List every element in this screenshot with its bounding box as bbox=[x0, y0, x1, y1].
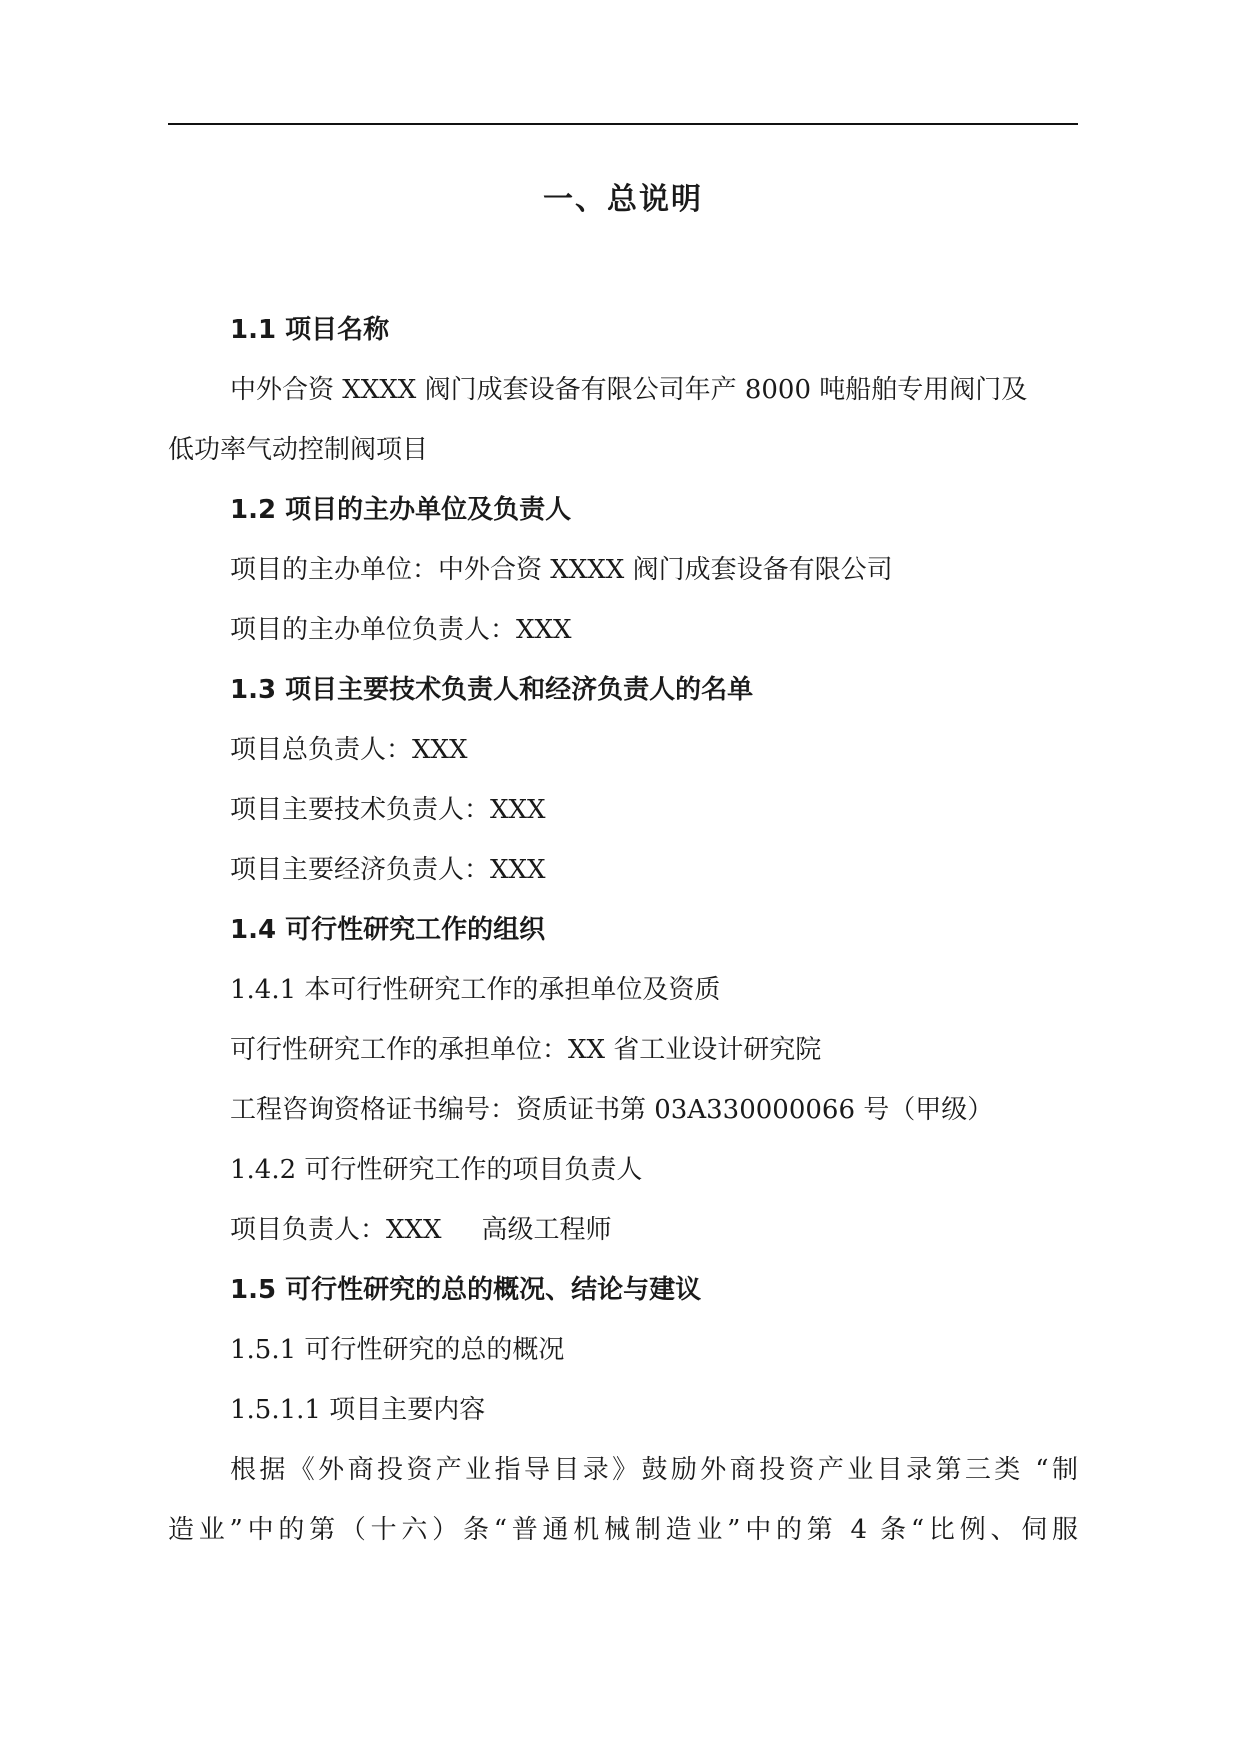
section-heading-1-4: 1.4 可行性研究工作的组织 bbox=[230, 915, 546, 945]
sponsor-unit-line: 项目的主办单位：中外合资 XXXX 阀门成套设备有限公司 bbox=[230, 555, 893, 585]
qualification-line: 工程咨询资格证书编号：资质证书第 03A330000066 号（甲级） bbox=[230, 1095, 994, 1125]
project-name-line-2: 低功率气动控制阀项目 bbox=[168, 435, 429, 465]
technical-leader-line: 项目主要技术负责人：XXX bbox=[230, 795, 546, 825]
sponsor-leader-line: 项目的主办单位负责人：XXX bbox=[230, 615, 572, 645]
subsection-heading-1-5-1: 1.5.1 可行性研究的总的概况 bbox=[230, 1335, 565, 1365]
project-leader-title: 高级工程师 bbox=[481, 1215, 612, 1245]
undertaking-unit-line: 可行性研究工作的承担单位：XX 省工业设计研究院 bbox=[230, 1035, 822, 1065]
section-heading-1-5: 1.5 可行性研究的总的概况、结论与建议 bbox=[230, 1275, 702, 1305]
subsection-heading-1-5-1-1: 1.5.1.1 项目主要内容 bbox=[230, 1395, 486, 1425]
header-rule bbox=[168, 123, 1078, 125]
content-paragraph-line-2: 造业”中的第（十六）条“普通机械制造业”中的第 4 条“比例、伺服 bbox=[168, 1515, 1078, 1545]
general-leader-line: 项目总负责人：XXX bbox=[230, 735, 468, 765]
project-leader-line bbox=[168, 1200, 1078, 1260]
document-body bbox=[168, 300, 1078, 1560]
content-paragraph-line-1: 根据《外商投资产业指导目录》鼓励外商投资产业目录第三类 “制 bbox=[230, 1455, 1078, 1485]
section-heading-1-2: 1.2 项目的主办单位及负责人 bbox=[230, 495, 572, 525]
chapter-title: 一、总说明 bbox=[543, 182, 703, 217]
subsection-heading-1-4-1: 1.4.1 本可行性研究工作的承担单位及资质 bbox=[230, 975, 721, 1005]
subsection-heading-1-4-2: 1.4.2 可行性研究工作的项目负责人 bbox=[230, 1155, 643, 1185]
section-heading-1-3: 1.3 项目主要技术负责人和经济负责人的名单 bbox=[230, 675, 754, 705]
section-heading-1-1: 1.1 项目名称 bbox=[230, 315, 390, 345]
economic-leader-line: 项目主要经济负责人：XXX bbox=[230, 855, 546, 885]
project-leader-label: 项目负责人：XXX bbox=[230, 1215, 442, 1245]
project-name-line-1: 中外合资 XXXX 阀门成套设备有限公司年产 8000 吨船舶专用阀门及 bbox=[230, 375, 1028, 405]
